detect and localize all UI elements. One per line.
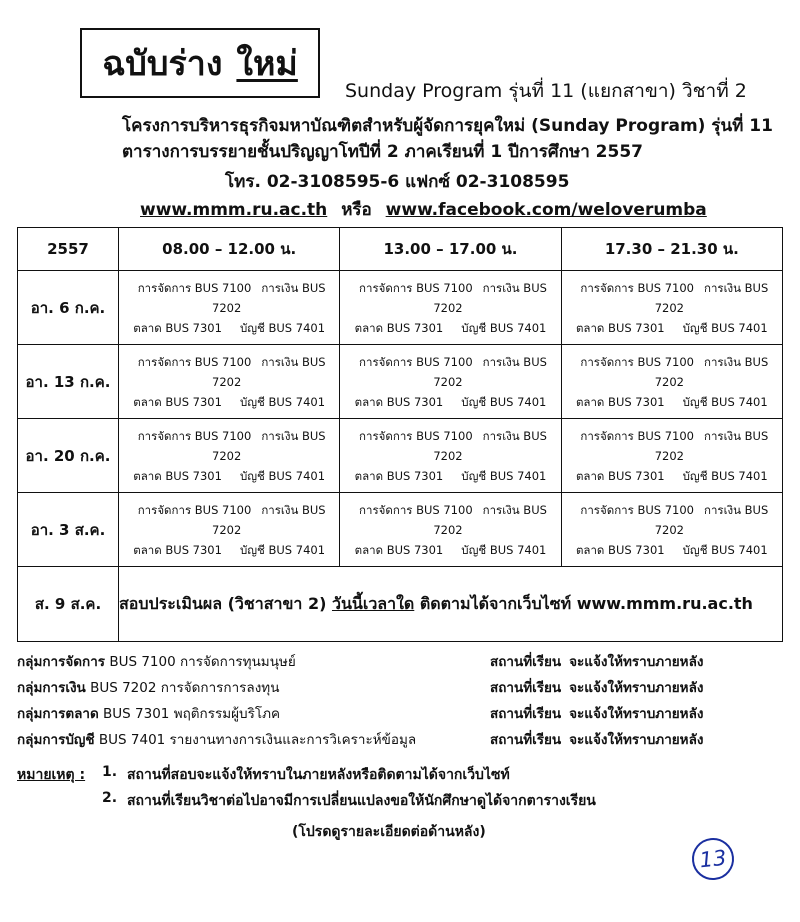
website-link[interactable]: www.mmm.ru.ac.th — [140, 200, 328, 220]
course-code: บัญชี BUS 7401 — [239, 542, 326, 557]
group-course: BUS 7401 รายงานทางการเงินและการวิเคราะห์ข้อมูล — [94, 732, 417, 748]
course-cell — [340, 419, 561, 493]
see-back-note: (โปรดดูรายละเอียดต่อด้านหลัง) — [292, 824, 486, 840]
table-row — [18, 493, 783, 567]
group-name: กลุ่มการบัญชี — [17, 732, 95, 748]
course-cell — [340, 271, 561, 345]
course-code: การเงิน BUS 7202 — [212, 280, 326, 315]
course-groups — [17, 650, 737, 754]
course-list — [340, 278, 560, 338]
group-course: BUS 7100 การจัดการทุนมนุษย์ — [105, 654, 296, 670]
group-name: กลุ่มการเงิน — [17, 680, 86, 696]
course-code: ตลาด BUS 7301 — [133, 320, 222, 335]
course-cell — [561, 419, 782, 493]
course-code: การเงิน BUS 7202 — [433, 428, 547, 463]
group-row — [17, 650, 737, 676]
table-row — [18, 271, 783, 345]
table-row — [18, 419, 783, 493]
course-list — [562, 500, 782, 560]
course-code: บัญชี BUS 7401 — [682, 468, 768, 483]
course-code: การจัดการ BUS 7100 — [137, 354, 252, 369]
or-text: หรือ — [341, 200, 372, 220]
course-cell — [561, 493, 782, 567]
course-cell — [119, 419, 340, 493]
course-code: ตลาด BUS 7301 — [354, 542, 444, 557]
group-row — [17, 702, 737, 728]
course-cell — [561, 345, 782, 419]
venue-value: จะแจ้งให้ทราบภายหลัง — [569, 732, 704, 748]
exam-row — [18, 567, 783, 642]
course-list — [562, 426, 782, 486]
course-code: บัญชี BUS 7401 — [682, 394, 768, 409]
course-code: การจัดการ BUS 7100 — [580, 280, 694, 295]
course-code: การจัดการ BUS 7100 — [580, 502, 694, 517]
course-code: ตลาด BUS 7301 — [575, 320, 665, 335]
course-code: การจัดการ BUS 7100 — [580, 428, 694, 443]
course-list — [340, 500, 560, 560]
course-list — [119, 500, 339, 560]
course-code: บัญชี BUS 7401 — [461, 542, 547, 557]
exam-cell — [119, 567, 783, 642]
course-code: การเงิน BUS 7202 — [212, 428, 326, 463]
course-code: ตลาด BUS 7301 — [575, 394, 665, 409]
group-row — [17, 676, 737, 702]
note-number: 2. — [102, 790, 118, 806]
course-code: การเงิน BUS 7202 — [654, 280, 769, 315]
course-list — [119, 352, 339, 412]
note-text: สถานที่สอบจะแจ้งให้ทราบในภายหลังหรือติดตามได้จากเว็บไซท์ — [127, 767, 510, 783]
course-code: ตลาด BUS 7301 — [354, 468, 444, 483]
course-code: การเงิน BUS 7202 — [212, 502, 326, 537]
group-course: BUS 7202 การจัดการการลงทุน — [85, 680, 280, 696]
group-row — [17, 728, 737, 754]
date-cell: อา. 3 ส.ค. — [18, 493, 119, 567]
course-code: การเงิน BUS 7202 — [654, 354, 769, 389]
exam-date-cell: ส. 9 ส.ค. — [18, 567, 119, 642]
year-header: 2557 — [18, 228, 119, 271]
course-cell — [119, 271, 340, 345]
group-course: BUS 7301 พฤติกรรมผู้บริโภค — [98, 706, 281, 722]
exam-time-text: วันนี้เวลาใด — [331, 593, 415, 613]
course-code: การเงิน BUS 7202 — [433, 502, 547, 537]
course-code: ตลาด BUS 7301 — [354, 320, 444, 335]
course-code: ตลาด BUS 7301 — [133, 468, 222, 483]
program-line: Sunday Program รุ่นที่ 11 (แยกสาขา) วิชาที่ 2 — [345, 80, 747, 102]
notes-label: หมายเหตุ : — [17, 767, 86, 783]
course-cell — [340, 493, 561, 567]
course-list — [562, 352, 782, 412]
course-list — [340, 352, 560, 412]
schedule-table — [17, 227, 783, 642]
course-code: บัญชี BUS 7401 — [239, 468, 326, 483]
note-number: 1. — [102, 764, 118, 780]
course-code: การเงิน BUS 7202 — [433, 354, 547, 389]
course-code: การจัดการ BUS 7100 — [359, 428, 473, 443]
course-code: บัญชี BUS 7401 — [239, 320, 326, 335]
course-code: การเงิน BUS 7202 — [212, 354, 326, 389]
course-code: ตลาด BUS 7301 — [575, 542, 665, 557]
course-code: การเงิน BUS 7202 — [433, 280, 547, 315]
course-code: บัญชี BUS 7401 — [461, 468, 547, 483]
course-list — [119, 278, 339, 338]
course-code: การจัดการ BUS 7100 — [137, 502, 252, 517]
venue-label: สถานที่เรียน — [490, 706, 562, 722]
course-cell — [340, 345, 561, 419]
course-list — [340, 426, 560, 486]
note-text: สถานที่เรียนวิชาต่อไปอาจมีการเปลี่ยนแปลงขอให้นักศึกษาดูได้จากตารางเรียน — [127, 793, 596, 809]
project-line: โครงการบริหารธุรกิจมหาบัณฑิตสำหรับผู้จัดการยุคใหม่ (Sunday Program) รุ่นที่ 11 — [122, 116, 773, 136]
course-code: ตลาด BUS 7301 — [575, 468, 665, 483]
new-word: ใหม่ — [236, 44, 298, 84]
table-header-row — [18, 228, 783, 271]
venue-value: จะแจ้งให้ทราบภายหลัง — [569, 706, 704, 722]
course-code: ตลาด BUS 7301 — [133, 542, 222, 557]
course-code: บัญชี BUS 7401 — [461, 320, 547, 335]
draft-stamp — [80, 28, 320, 98]
course-code: การจัดการ BUS 7100 — [359, 354, 473, 369]
group-name: กลุ่มการจัดการ — [17, 654, 106, 670]
exam-text: สอบประเมินผล (วิชาสาขา 2) — [119, 593, 332, 613]
exam-website-text: ติดตามได้จากเว็บไซท์ www.mmm.ru.ac.th — [414, 593, 753, 613]
handwritten-page-number: 13 — [690, 836, 736, 882]
slot-header: 08.00 – 12.00 น. — [119, 228, 340, 271]
contact-line: โทร. 02-3108595-6 แฟกซ์ 02-3108595 — [225, 172, 570, 192]
course-code: การจัดการ BUS 7100 — [359, 280, 473, 295]
course-code: บัญชี BUS 7401 — [682, 542, 768, 557]
course-code: การเงิน BUS 7202 — [654, 502, 769, 537]
schedule-line: ตารางการบรรยายชั้นปริญญาโทปีที่ 2 ภาคเรียนที่ 1 ปีการศึกษา 2557 — [122, 142, 643, 162]
facebook-link[interactable]: www.facebook.com/weloverumba — [385, 200, 707, 220]
table-row — [18, 345, 783, 419]
course-list — [119, 426, 339, 486]
venue-label: สถานที่เรียน — [490, 732, 562, 748]
date-cell: อา. 13 ก.ค. — [18, 345, 119, 419]
course-list — [562, 278, 782, 338]
slot-header: 13.00 – 17.00 น. — [340, 228, 561, 271]
course-code: การจัดการ BUS 7100 — [137, 428, 252, 443]
course-code: การจัดการ BUS 7100 — [359, 502, 473, 517]
course-code: การจัดการ BUS 7100 — [137, 280, 252, 295]
course-code: การจัดการ BUS 7100 — [580, 354, 694, 369]
draft-word: ฉบับร่าง — [102, 44, 223, 84]
venue-label: สถานที่เรียน — [490, 654, 562, 670]
course-cell — [119, 345, 340, 419]
course-cell — [119, 493, 340, 567]
course-code: บัญชี BUS 7401 — [682, 320, 768, 335]
slot-header: 17.30 – 21.30 น. — [561, 228, 782, 271]
venue-value: จะแจ้งให้ทราบภายหลัง — [569, 654, 704, 670]
group-name: กลุ่มการตลาด — [17, 706, 99, 722]
venue-label: สถานที่เรียน — [490, 680, 562, 696]
venue-value: จะแจ้งให้ทราบภายหลัง — [569, 680, 704, 696]
course-code: บัญชี BUS 7401 — [461, 394, 547, 409]
course-code: ตลาด BUS 7301 — [354, 394, 444, 409]
course-code: บัญชี BUS 7401 — [239, 394, 326, 409]
course-code: ตลาด BUS 7301 — [133, 394, 222, 409]
links-line — [140, 196, 707, 223]
course-code: การเงิน BUS 7202 — [654, 428, 769, 463]
date-cell: อา. 20 ก.ค. — [18, 419, 119, 493]
course-cell — [561, 271, 782, 345]
date-cell: อา. 6 ก.ค. — [18, 271, 119, 345]
